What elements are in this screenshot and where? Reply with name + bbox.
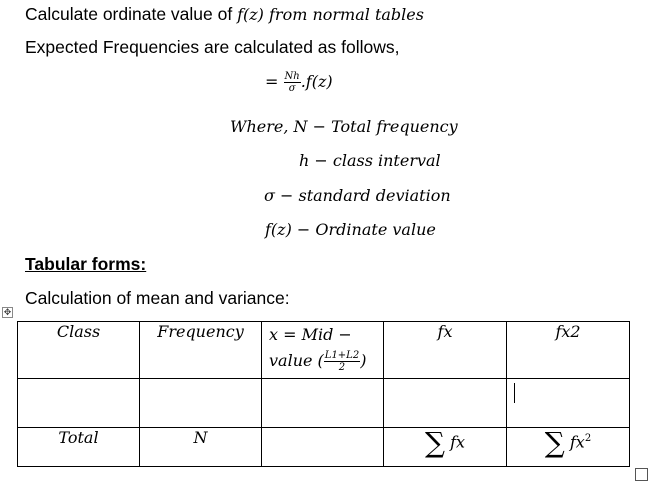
instruction-line	[25, 4, 424, 25]
header-mid-line2: value (	[269, 351, 324, 370]
empty-cell[interactable]	[384, 379, 507, 428]
header-frequency[interactable]: Frequency	[140, 322, 262, 379]
mid-fraction-den: 2	[338, 362, 346, 373]
tabular-forms-heading: Tabular forms:	[25, 254, 147, 274]
formula-tail: .f(z)	[300, 72, 333, 91]
formula-numerator: Nh	[284, 71, 300, 82]
where-line-class-interval: h − class interval	[299, 151, 441, 170]
header-class[interactable]: Class	[18, 322, 140, 379]
formula-denominator: σ	[288, 83, 296, 94]
sum-symbol: ∑	[544, 426, 565, 459]
formula-fraction	[284, 71, 301, 94]
instruction-math: f(z) from normal tables	[237, 5, 424, 24]
formula-equals: =	[265, 72, 279, 91]
sum-symbol: ∑	[424, 426, 445, 459]
total-frequency[interactable]: N	[140, 428, 262, 467]
expected-frequencies-line: Expected Frequencies are calculated as follows,	[25, 37, 400, 57]
mean-variance-subheading: Calculation of mean and variance:	[25, 288, 290, 308]
sum-fx2-cell[interactable]	[507, 428, 630, 467]
empty-cell[interactable]	[18, 379, 140, 428]
header-mid-close: )	[360, 351, 367, 370]
header-mid-line1: x = Mid −	[269, 325, 352, 344]
header-fx2[interactable]: fx2	[507, 322, 630, 379]
text-cursor	[514, 383, 515, 403]
table-total-row	[18, 428, 630, 467]
resize-icon[interactable]	[635, 468, 648, 481]
where-line-ordinate-value: f(z) − Ordinate value	[265, 220, 436, 239]
empty-cell[interactable]	[262, 379, 384, 428]
where-line-total-frequency: Where, N − Total frequency	[230, 117, 458, 136]
move-icon[interactable]: ✥	[3, 307, 12, 317]
mean-variance-table	[17, 321, 630, 467]
mid-fraction	[324, 350, 360, 373]
empty-cell[interactable]	[140, 379, 262, 428]
sum-fx-cell[interactable]	[384, 428, 507, 467]
empty-cell[interactable]	[507, 379, 630, 428]
header-mid-value[interactable]	[262, 322, 384, 379]
instruction-text: Calculate ordinate value of	[25, 4, 238, 24]
table-header-row	[18, 322, 630, 379]
empty-cell[interactable]	[262, 428, 384, 467]
header-fx[interactable]: fx	[384, 322, 507, 379]
sum-fx: fx	[450, 432, 466, 452]
where-line-standard-deviation: σ − standard deviation	[264, 186, 451, 205]
sum-fx2-base: fx	[569, 432, 585, 452]
mid-fraction-num: L1+L2	[324, 350, 360, 361]
table-row	[18, 379, 630, 428]
total-label[interactable]: Total	[18, 428, 140, 467]
sum-fx2-exponent: 2	[584, 433, 592, 445]
formula	[265, 71, 333, 94]
